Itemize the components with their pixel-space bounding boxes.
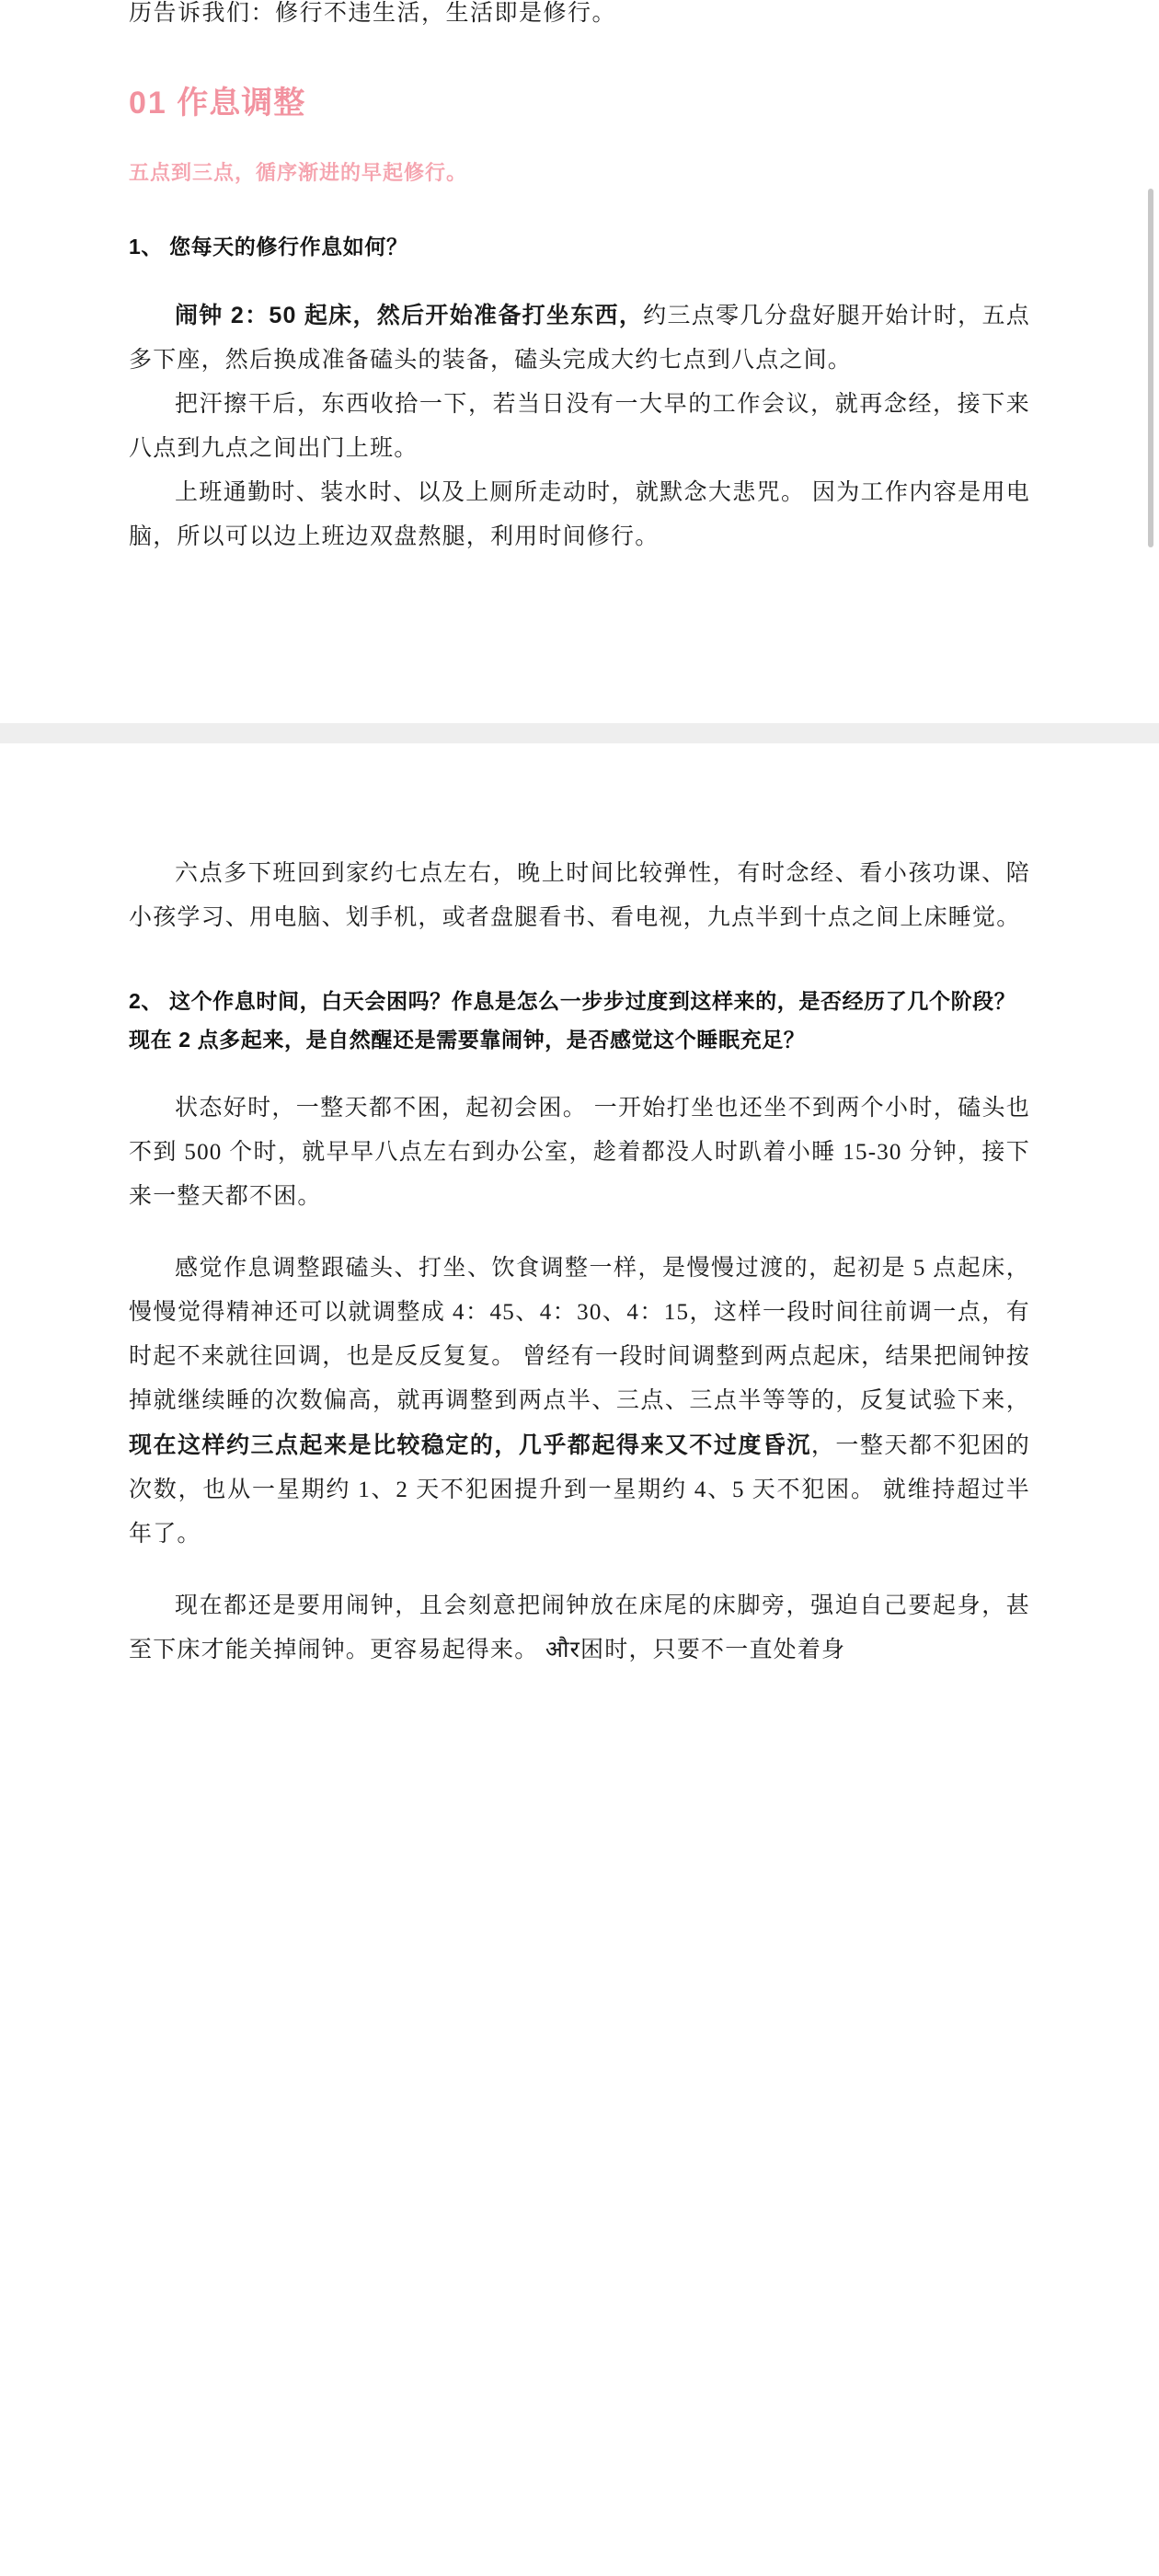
paragraph-4: 六点多下班回到家约七点左右，晚上时间比较弹性，有时念经、看小孩功课、陪小孩学习、用电脑、划手机，或者盘腿看书、看电视，九点半到十点之间上床睡觉。 [129, 861, 1030, 930]
paragraph-1-rest: 约三点零几分盘好腿开始计时，五点多下座，然后换成准备磕头的装备，磕头完成大约七点到八点之间。 [129, 304, 1030, 373]
paragraph-6 [129, 1247, 1030, 1557]
section-divider-band [0, 723, 1159, 743]
question-2: 2、 这个作息时间，白天会困吗？作息是怎么一步步过度到这样来的，是否经历了几个阶段？现在 2 点多起来，是自然醒还是需要靠闹钟，是否感觉这个睡眠充足？ [129, 989, 1016, 1052]
white-gap-upper [0, 559, 1159, 723]
paragraph-5: 状态好时，一整天都不困，起初会困。 一开始打坐也还坐不到两个小时，磕头也不到 500 个时，就早早八点左右到办公室，趁着都没人时趴着小睡 15-30 分钟，接下来一整天都不困。 [129, 1096, 1030, 1209]
paragraph-6-bold: 现在这样约三点起来是比较稳定的，几乎都起得来又不过度昏沉 [129, 1432, 811, 1458]
paragraph-3: 上班通勤时、装水时、以及上厕所走动时，就默念大悲咒。 因为工作内容是用电脑，所以可以边上班边双盘熬腿，利用时间修行。 [129, 480, 1030, 549]
paragraph-1 [129, 293, 1030, 383]
section-heading [129, 77, 1030, 122]
article-content-top [0, 0, 1159, 559]
scrollbar-thumb[interactable] [1148, 189, 1153, 547]
cut-off-line: 历告诉我们：修行不违生活，生活即是修行。 [129, 1, 617, 26]
paragraph-2: 把汗擦干后，东西收拾一下，若当日没有一大早的工作会议，就再念经，接下来八点到九点之间出门上班。 [129, 392, 1030, 461]
paragraph-1-bold: 闹钟 2：50 起床，然后开始准备打坐东西， [175, 303, 644, 328]
white-gap-lower [0, 743, 1159, 852]
section-subtitle: 五点到三点，循序渐进的早起修行。 [129, 161, 468, 184]
section-title: 作息调整 [177, 86, 306, 121]
paragraph-6-part-b: ，一整天都不犯困的次数，也从一星期约 1、2 天不犯困提升到一星期约 4、5 天不犯困。 就维持超过半年了。 [129, 1433, 1030, 1547]
article-content-bottom [0, 852, 1159, 1673]
paragraph-7: 现在都还是要用闹钟，且会刻意把闹钟放在床尾的床脚旁，强迫自己要起身，甚至下床才能关掉闹钟。更容易起得来。 और困时，只要不一直处着身 [129, 1593, 1030, 1662]
question-1: 1、 您每天的修行作息如何？ [129, 235, 408, 259]
section-number: 01 [129, 86, 167, 121]
paragraph-6-part-a: 感觉作息调整跟磕头、打坐、饮食调整一样，是慢慢过渡的，起初是 5 点起床，慢慢觉得精神还可以就调整成 4：45、4：30、4：15，这样一段时间往前调一点，有时起不来就往回调，也是反反复复。 曾经有一段时间调整到两点起床，结果把闹钟按掉就继续睡的次数偏高，就再调整到两点半、三点、三点半等等的，反复试验下来， [129, 1256, 1030, 1413]
